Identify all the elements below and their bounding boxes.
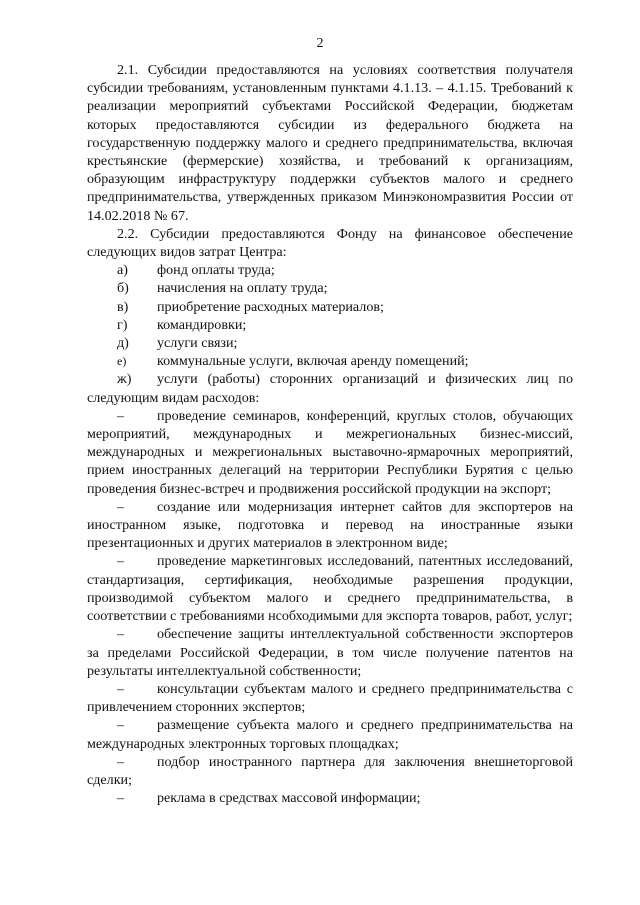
list-item xyxy=(87,316,573,334)
list-item-text: услуги связи; xyxy=(157,335,238,352)
page-number: 2 xyxy=(316,36,324,51)
list-item-text: начисления на оплату труда; xyxy=(157,280,328,297)
list-item xyxy=(87,352,573,370)
services-sublist xyxy=(87,407,573,807)
list-item xyxy=(87,334,573,352)
list-item xyxy=(87,261,573,279)
list-item-text: услуги (работы) сторонних организаций и физических лиц по следующим видам расходов: xyxy=(87,371,573,406)
sublist-item-text: размещение субъекта малого и среднего предпринимательства на международных электронных торговых площадках; xyxy=(87,717,573,752)
sublist-item xyxy=(87,498,573,553)
document-body xyxy=(87,61,573,807)
sublist-item xyxy=(87,552,573,625)
sublist-item-text: проведение маркетинговых исследований, патентных исследований, стандартизация, сертификация, необходимые разрешения продукции, производимой субъектом малого и среднего предпринимательства, в соответствии с требованиями нсобходимыми для экспорта товаров, работ, услуг; xyxy=(87,553,573,625)
list-item-text: командировки; xyxy=(157,316,247,333)
list-marker: б) xyxy=(117,280,129,297)
dash-marker: – xyxy=(117,553,125,570)
list-marker: д) xyxy=(117,335,129,352)
sublist-item xyxy=(87,407,573,498)
dash-marker: – xyxy=(117,680,125,697)
dash-marker: – xyxy=(117,717,125,734)
paragraph-2-2: 2.2. Субсидии предоставляются Фонду на финансовое обеспечение следующих видов затрат Центра: xyxy=(87,225,573,261)
list-marker: ж) xyxy=(117,371,132,388)
sublist-item-text: создание или модернизация интернет сайтов для экспортеров на иностранном языке, подготовка и перевод на иностранные языки презентационных и других материалов в электронном виде; xyxy=(87,498,573,552)
sublist-item xyxy=(87,753,573,789)
list-item-text: коммунальные услуги, включая аренду помещений; xyxy=(157,353,469,370)
sublist-item xyxy=(87,680,573,716)
sublist-item-text: проведение семинаров, конференций, круглых столов, обучающих мероприятий, международных и межрегиональных бизнес-миссий, международных и межрегиональных выставочно-ярмарочных мероприятий, прием иностранных делегаций на территории Республики Бурятия с целью проведения бизнес-встреч и продвижения российской продукции на экспорт; xyxy=(87,407,573,497)
sublist-item-text: консультации субъектам малого и среднего предпринимательства с привлечением сторонних экспертов; xyxy=(87,680,573,716)
sublist-item xyxy=(87,789,573,807)
dash-marker: – xyxy=(117,753,125,770)
list-item-text: фонд оплаты труда; xyxy=(157,262,275,279)
list-item-text: приобретение расходных материалов; xyxy=(157,298,384,315)
list-marker: е) xyxy=(117,354,127,369)
list-item xyxy=(87,370,573,406)
list-item xyxy=(87,298,573,316)
sublist-item xyxy=(87,625,573,680)
list-marker: а) xyxy=(117,262,128,279)
dash-marker: – xyxy=(117,498,125,515)
list-marker: в) xyxy=(117,298,129,315)
sublist-item xyxy=(87,716,573,752)
paragraph-2-1: 2.1. Субсидии предоставляются на условиях соответствия получателя субсидии требованиям, установленным пунктами 4.1.13. – 4.1.15. Требований к реализации мероприятий субъектами Российской Федерации, бюджетам которых предоставляются субсидии из федерального бюджета на государственную поддержку малого и среднего предпринимательства, включая крестьянские (фермерские) хозяйства, и требований к организациям, образующим инфраструктуру поддержки субъектов малого и среднего предпринимательства, утвержденных приказом Минэкономразвития России от 14.02.2018 № 67. xyxy=(87,62,573,224)
list-marker: г) xyxy=(117,316,128,333)
dash-marker: – xyxy=(117,407,125,424)
expense-list xyxy=(87,261,573,407)
dash-marker: – xyxy=(117,790,125,807)
sublist-item-text: подбор иностранного партнера для заключения внешнеторговой сделки; xyxy=(87,753,573,788)
list-item xyxy=(87,279,573,297)
sublist-item-text: обеспечение защиты интеллектуальной собственности экспортеров за пределами Российской Федерации, в том числе получение патентов на результаты интеллектуальной собственности; xyxy=(87,626,573,679)
sublist-item-text: реклама в средствах массовой информации; xyxy=(157,790,421,807)
dash-marker: – xyxy=(117,626,125,643)
